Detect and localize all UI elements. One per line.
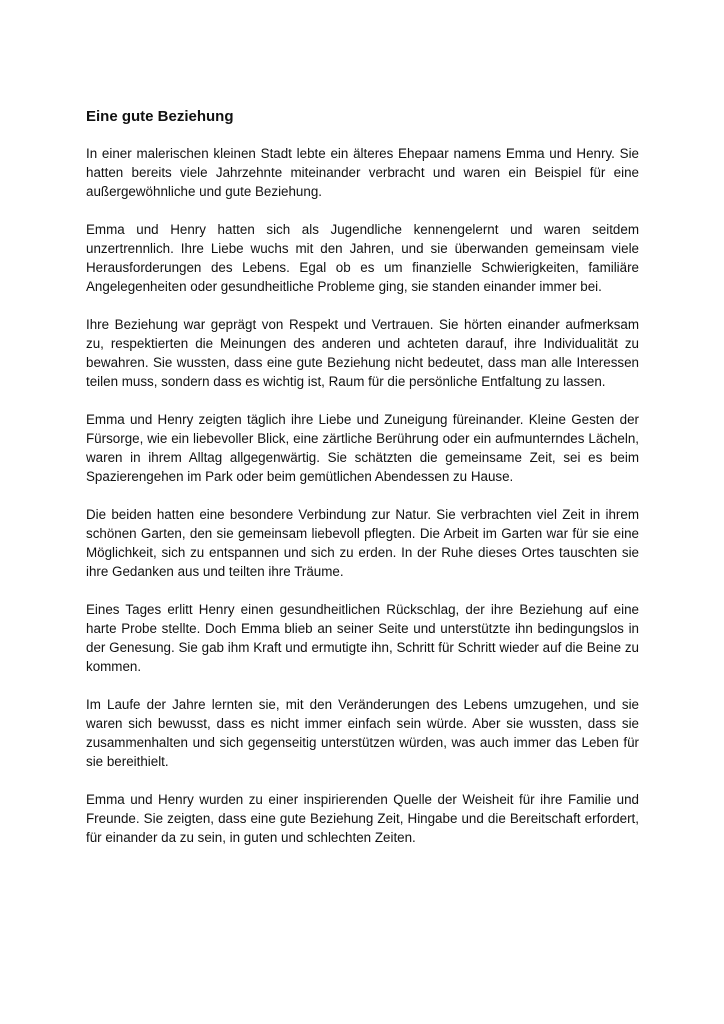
paragraph-8: Emma und Henry wurden zu einer inspirierenden Quelle der Weisheit für ihre Familie und Freunde. Sie zeigten, dass eine gute Beziehung Zeit, Hingabe und die Bereitschaft erfordert, für einander da zu sein, in guten und schlechten Zeiten.: [86, 792, 639, 845]
paragraph-1: In einer malerischen kleinen Stadt lebte ein älteres Ehepaar namens Emma und Henry. Sie hatten bereits viele Jahrzehnte miteinander verbracht und waren ein Beispiel für eine außergewöhnliche und gute Beziehung.: [86, 146, 639, 199]
paragraph-7: Im Laufe der Jahre lernten sie, mit den Veränderungen des Lebens umzugehen, und sie waren sich bewusst, dass es nicht immer einfach sein würde. Aber sie wussten, dass sie zusammenhalten und sich gegenseitig unterstützen würden, was auch immer das Leben für sie bereithielt.: [86, 697, 639, 769]
paragraph-6: Eines Tages erlitt Henry einen gesundheitlichen Rückschlag, der ihre Beziehung auf eine harte Probe stellte. Doch Emma blieb an seiner Seite und unterstützte ihn bedingungslos in der Genesung. Sie gab ihm Kraft und ermutigte ihn, Schritt für Schritt wieder auf die Beine zu kommen.: [86, 602, 639, 674]
document-page: [86, 107, 639, 866]
paragraph-4: Emma und Henry zeigten täglich ihre Liebe und Zuneigung füreinander. Kleine Gesten der Fürsorge, wie ein liebevoller Blick, eine zärtliche Berührung oder ein aufmunterndes Lächeln, waren in ihrem Alltag allgegenwärtig. Sie schätzten die gemeinsame Zeit, sei es beim Spazierengehen im Park oder beim gemütlichen Abendessen zu Hause.: [86, 412, 639, 484]
paragraph-3: Ihre Beziehung war geprägt von Respekt und Vertrauen. Sie hörten einander aufmerksam zu, respektierten die Meinungen des anderen und achteten darauf, ihre Individualität zu bewahren. Sie wussten, dass eine gute Beziehung nicht bedeutet, dass man alle Interessen teilen muss, sondern dass es wichtig ist, Raum für die persönliche Entfaltung zu lassen.: [86, 317, 639, 389]
paragraph-2: Emma und Henry hatten sich als Jugendliche kennengelernt und waren seitdem unzertrennlich. Ihre Liebe wuchs mit den Jahren, und sie überwanden gemeinsam viele Herausforderungen des Lebens. Egal ob es um finanzielle Schwierigkeiten, familiäre Angelegenheiten oder gesundheitliche Probleme ging, sie standen einander immer bei.: [86, 222, 639, 294]
document-title: Eine gute Beziehung: [86, 108, 234, 125]
paragraph-5: Die beiden hatten eine besondere Verbindung zur Natur. Sie verbrachten viel Zeit in ihrem schönen Garten, den sie gemeinsam liebevoll pflegten. Die Arbeit im Garten war für sie eine Möglichkeit, sich zu entspannen und sich zu erden. In der Ruhe dieses Ortes tauschten sie ihre Gedanken aus und teilten ihre Träume.: [86, 507, 639, 579]
